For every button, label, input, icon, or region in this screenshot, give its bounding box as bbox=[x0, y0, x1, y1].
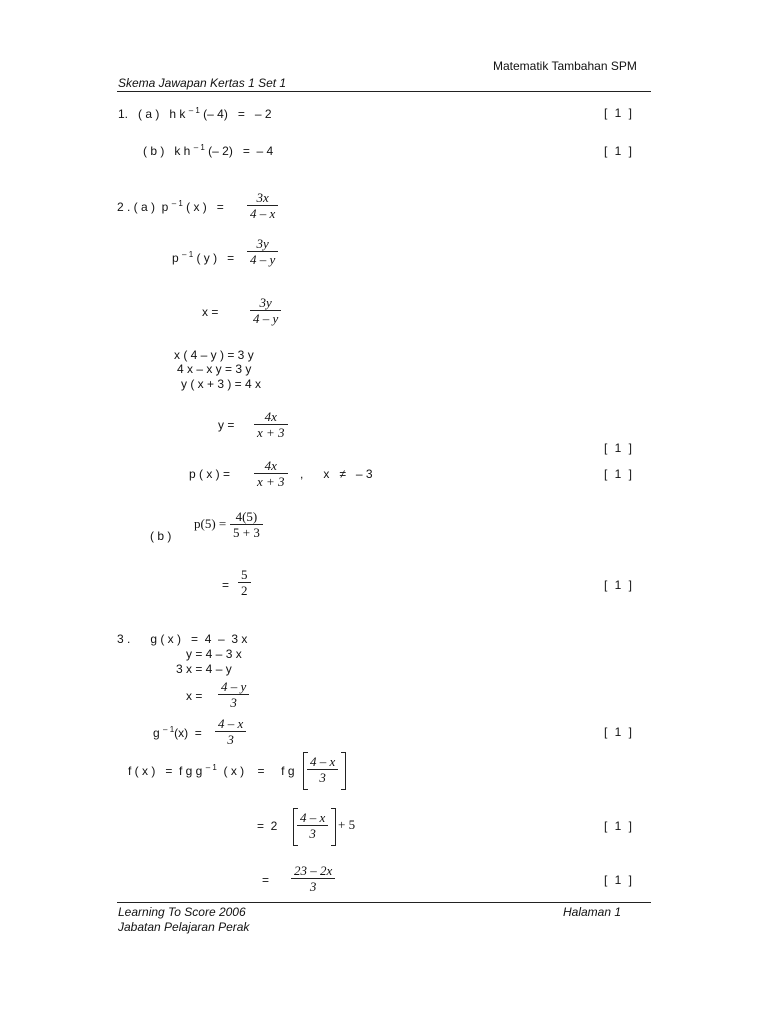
q3-step3: 3 x = 4 – y bbox=[176, 662, 232, 676]
footer-left-2: Jabatan Pelajaran Perak bbox=[118, 920, 250, 934]
q2-condition: , x ≠ – 3 bbox=[300, 467, 373, 481]
fraction-3x-over-4-x: 3x 4 – x bbox=[247, 190, 278, 222]
fraction-5-over-2: 5 2 bbox=[238, 567, 251, 599]
fraction-g-inverse: 4 – x 3 bbox=[215, 716, 246, 748]
footer-rule bbox=[117, 902, 651, 903]
scheme-title: Skema Jawapan Kertas 1 Set 1 bbox=[118, 76, 287, 90]
right-bracket bbox=[341, 752, 346, 790]
mark-q1a: [ 1 ] bbox=[604, 106, 635, 120]
mark-q2a-1: [ 1 ] bbox=[604, 441, 635, 455]
q2-step2: 4 x – x y = 3 y bbox=[177, 362, 252, 376]
mark-q2b: [ 1 ] bbox=[604, 578, 635, 592]
fraction-line2: 4 – x 3 bbox=[297, 810, 328, 842]
q3-step1: 3 . g ( x ) = 4 – 3 x bbox=[117, 632, 248, 646]
q1b-line: ( b ) k h $^{- 1}$ (– 2) = – 4 bbox=[143, 143, 274, 158]
q2b-p5: p(5) = bbox=[194, 516, 227, 531]
mark-q3-1: [ 1 ] bbox=[604, 725, 635, 739]
q2b-label: ( b ) bbox=[150, 529, 172, 543]
q2-px-label: p ( x ) = bbox=[189, 467, 231, 481]
q2-x-label: x = bbox=[202, 305, 219, 319]
q2-y-label: y = bbox=[218, 418, 235, 432]
q3-plus-5: + 5 bbox=[338, 817, 356, 832]
q2-py-label: p $^{- 1}$ ( y ) = bbox=[172, 250, 235, 265]
q1a-line: 1. ( a ) h k $^{- 1}$ (– 4) = – 2 bbox=[118, 106, 272, 121]
right-bracket-2 bbox=[331, 808, 336, 846]
fraction-4x-over-x-plus-3: 4x x + 3 bbox=[254, 409, 288, 441]
q3-x-label: x = bbox=[186, 689, 203, 703]
q3-line2-label: = 2 bbox=[257, 819, 278, 833]
q3-fx-label: f ( x ) = f g g $^{- 1}$ ( x ) = f g bbox=[128, 763, 295, 778]
mark-q3-3: [ 1 ] bbox=[604, 873, 635, 887]
fraction-fg-arg: 4 – x 3 bbox=[307, 754, 338, 786]
footer-left-1: Learning To Score 2006 bbox=[118, 905, 246, 919]
fraction-23-2x-over-3: 23 – 2x 3 bbox=[291, 863, 335, 895]
fraction-x-3y-over-4-y: 3y 4 – y bbox=[250, 295, 281, 327]
mark-q2a-2: [ 1 ] bbox=[604, 467, 635, 481]
q3-ginv-label: g $^{- 1}$(x) = bbox=[153, 725, 202, 740]
q2-step1: x ( 4 – y ) = 3 y bbox=[174, 348, 254, 362]
q2a-label: 2 . ( a ) p $^{- 1}$ ( x ) = bbox=[117, 199, 224, 214]
q3-line3-label: = bbox=[262, 873, 270, 887]
fraction-4-5-over-5-plus-3: 4(5) 5 + 3 bbox=[230, 509, 263, 541]
q3-step2: y = 4 – 3 x bbox=[186, 647, 242, 661]
fraction-px: 4x x + 3 bbox=[254, 458, 288, 490]
header-rule bbox=[117, 91, 651, 92]
mark-q3-2: [ 1 ] bbox=[604, 819, 635, 833]
fraction-4-y-over-3: 4 – y 3 bbox=[218, 679, 249, 711]
footer-page-number: Halaman 1 bbox=[563, 905, 622, 919]
q2b-equals: = bbox=[222, 578, 230, 592]
fraction-3y-over-4-y: 3y 4 – y bbox=[247, 236, 278, 268]
subject-title: Matematik Tambahan SPM bbox=[493, 59, 637, 73]
q2-step3: y ( x + 3 ) = 4 x bbox=[181, 377, 262, 391]
mark-q1b: [ 1 ] bbox=[604, 144, 635, 158]
